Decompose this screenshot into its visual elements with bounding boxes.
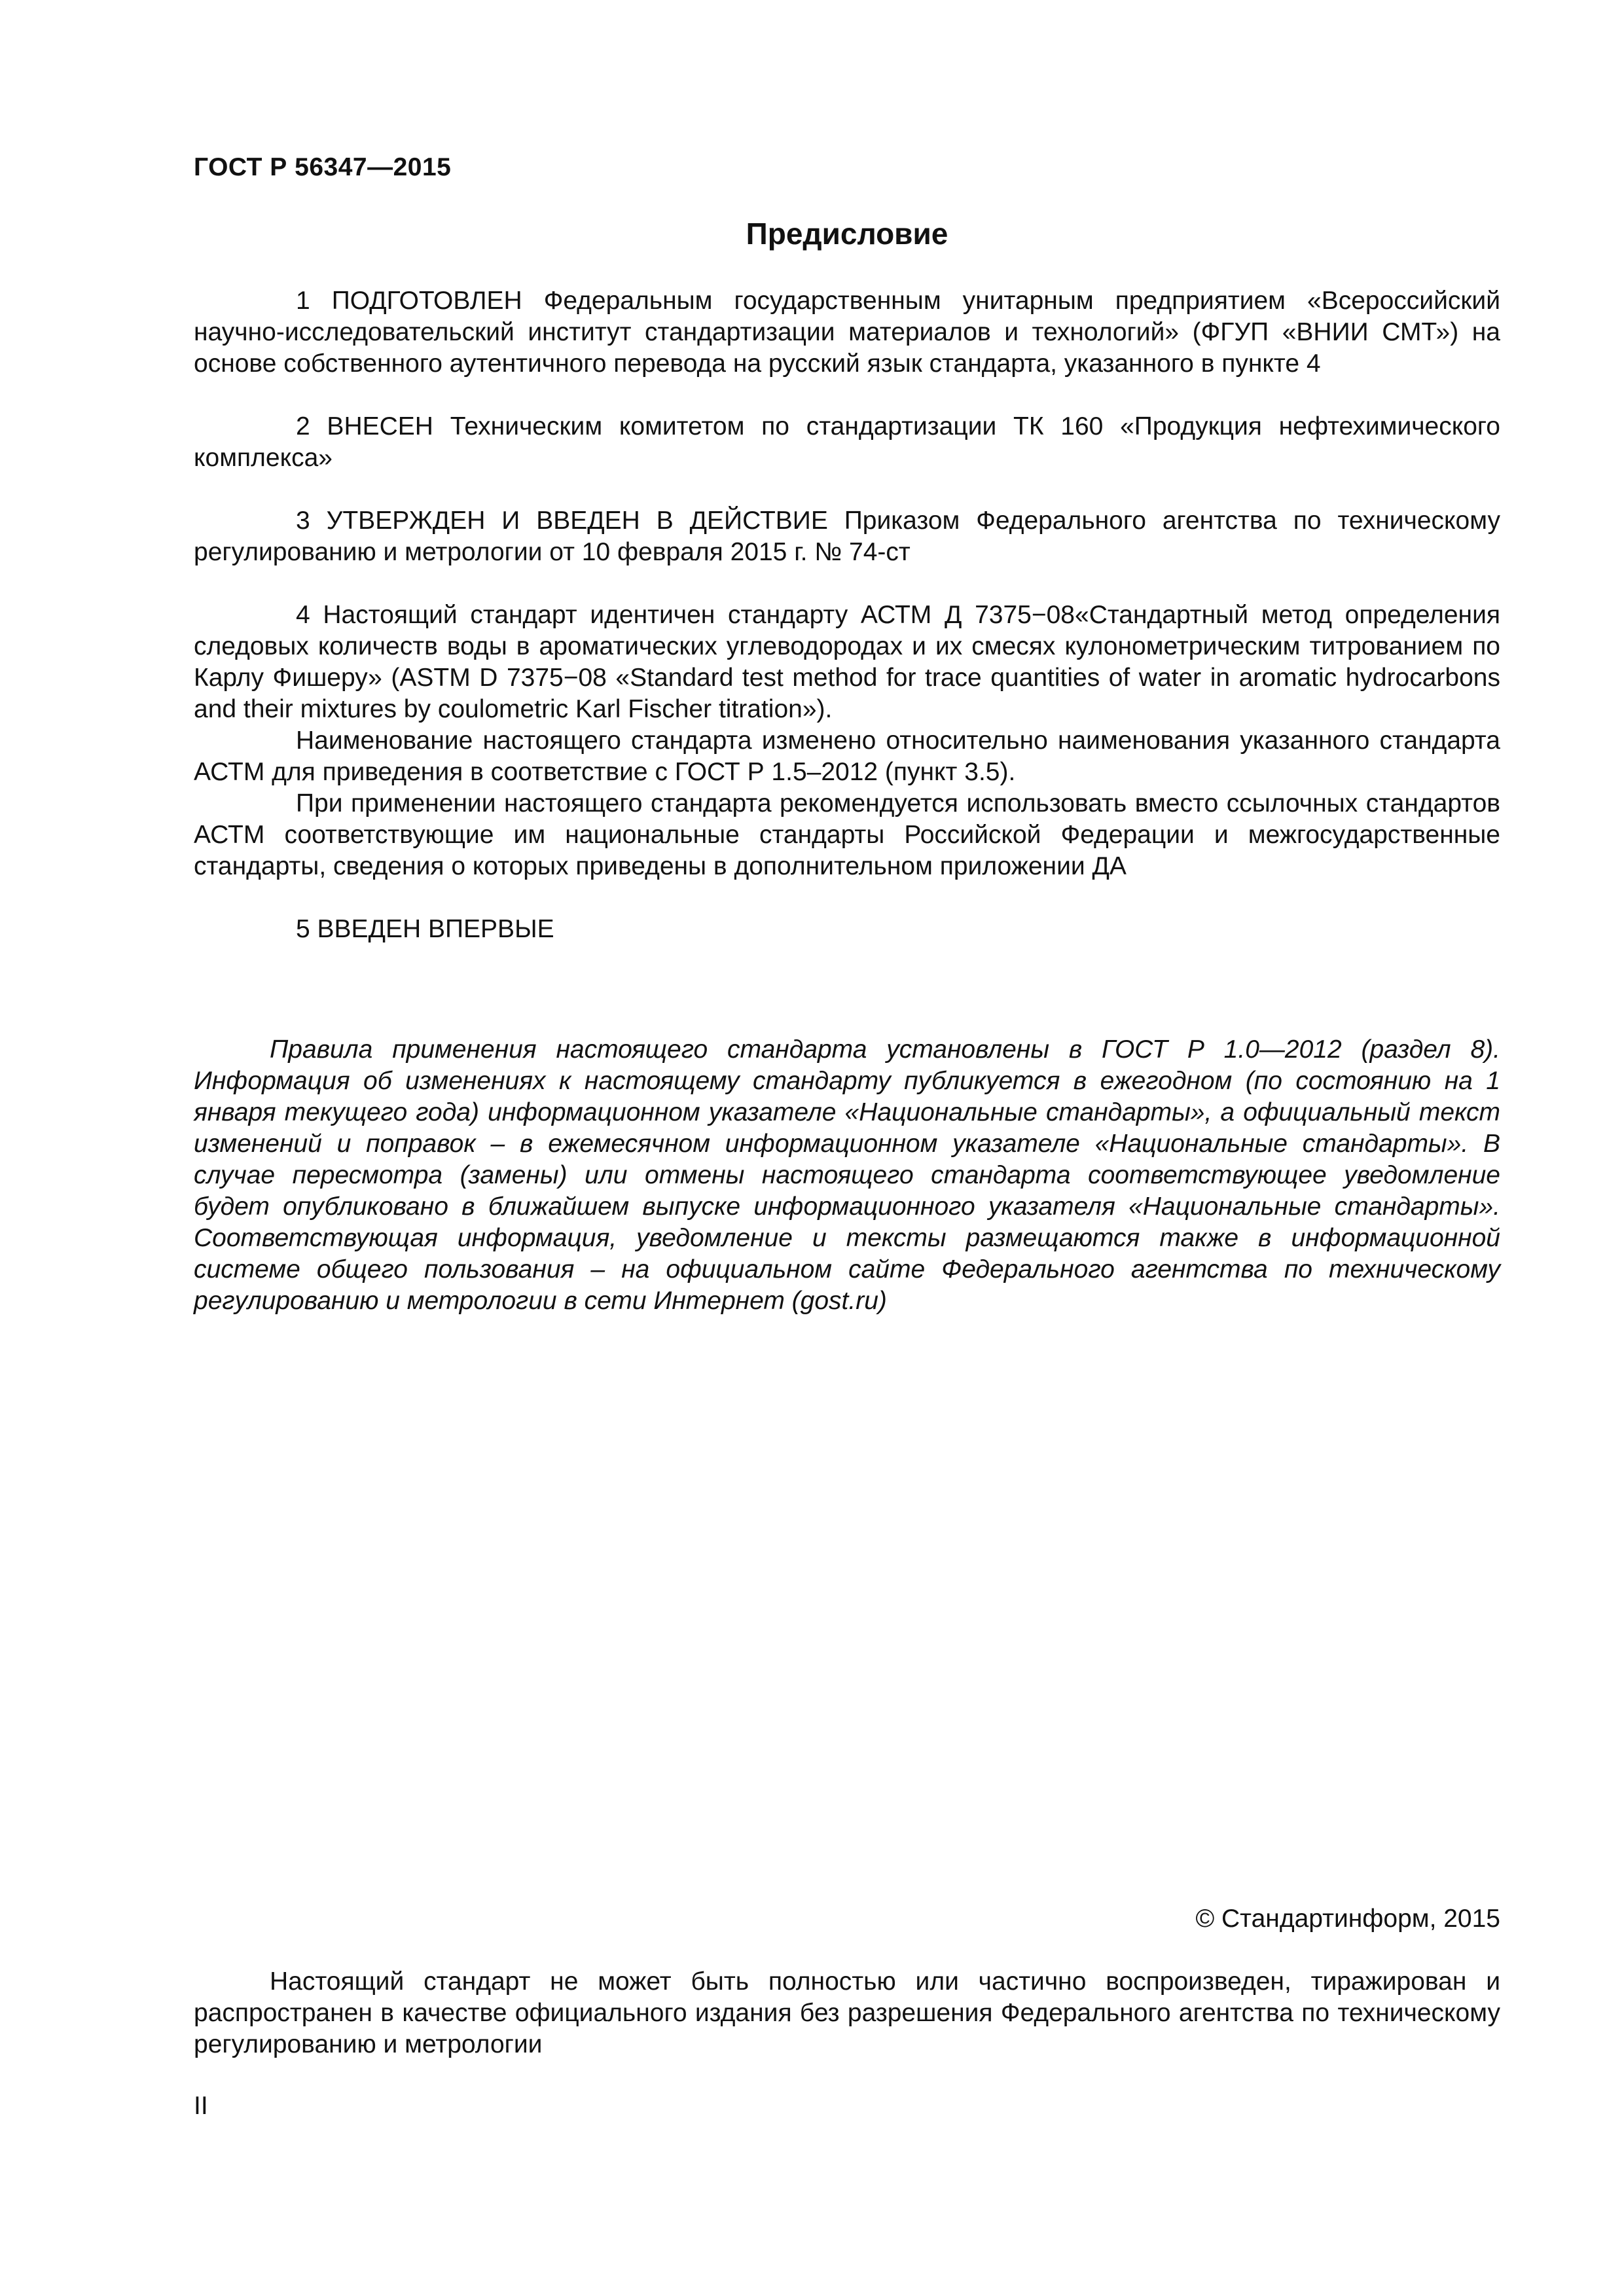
preface-item-5-text: 5 ВВЕДЕН ВПЕРВЫЕ [296, 915, 554, 943]
reproduction-notice [194, 1966, 1500, 2060]
document-code: ГОСТ Р 56347—2015 [194, 153, 452, 181]
preface-item-5 [194, 914, 1500, 945]
preface-item-4-paragraph-1: 4 Настоящий стандарт идентичен стандарту АСТМ Д 7375−08«Стандартный метод определения следовых количеств воды в ароматических углеводородах и их смесях кулонометрическим титрованием по Карлу Фишеру» (ASTM D 7375−08 «Standard test method for trace quantities of water in aromatic hydrocarbons and their mixtures by coulometric Karl Fischer titration»). [194, 601, 1500, 723]
preface-item-2-text: 2 ВНЕСЕН Техническим комитетом по стандартизации ТК 160 «Продукция нефтехимического комплекса» [194, 412, 1500, 472]
reproduction-text: Настоящий стандарт не может быть полностью или частично воспроизведен, тиражирован и распространен в качестве официального издания без разрешения Федерального агентства по техническому регулированию и метрологии [194, 1967, 1500, 2058]
preface-item-3 [194, 505, 1500, 568]
page-number: II [194, 2092, 208, 2120]
preface-item-4-paragraph-3: При применении настоящего стандарта рекомендуется использовать вместо ссылочных стандартов АСТМ соответствующие им национальные стандарты Российской Федерации и межгосударственные стандарты, сведения о которых приведены в дополнительном приложении ДА [194, 789, 1500, 880]
notice-text: Правила применения настоящего стандарта установлены в ГОСТ Р 1.0—2012 (раздел 8). Информация об изменениях к настоящему стандарту публикуется в ежегодном (по состоянию на 1 января текущего года) информационном указателе «Национальные стандарты», а официальный текст изменений и поправок – в ежемесячном информационном указателе «Национальные стандарты». В случае пересмотра (замены) или отмены настоящего стандарта соответствующее уведомление будет опубликовано в ближайшем выпуске информационного указателя «Национальные стандарты». Соответствующая информация, уведомление и тексты размещаются также в информационной системе общего пользования – на официальном сайте Федерального агентства по техническому регулированию и метрологии в сети Интернет (gost.ru) [194, 1035, 1500, 1315]
preface-item-2 [194, 411, 1500, 474]
preface-item-4 [194, 600, 1500, 882]
preface-item-1-text: 1 ПОДГОТОВЛЕН Федеральным государственным унитарным предприятием «Всероссийский научно-исследовательский институт стандартизации материалов и технологий» (ФГУП «ВНИИ СМТ») на основе собственного аутентичного перевода на русский язык стандарта, указанного в пункте 4 [194, 287, 1500, 378]
preface-item-3-text: 3 УТВЕРЖДЕН И ВВЕДЕН В ДЕЙСТВИЕ Приказом Федерального агентства по техническому регулированию и метрологии от 10 февраля 2015 г. № 74-ст [194, 507, 1500, 566]
copyright-line: © Стандартинформ, 2015 [1195, 1905, 1500, 1933]
application-rules-notice [194, 1034, 1500, 1317]
preface-item-4-paragraph-2: Наименование настоящего стандарта изменено относительно наименования указанного стандарта АСТМ для приведения в соответствие с ГОСТ Р 1.5–2012 (пункт 3.5). [194, 726, 1500, 786]
preface-item-1 [194, 285, 1500, 380]
preface-title: Предисловие [746, 217, 948, 251]
